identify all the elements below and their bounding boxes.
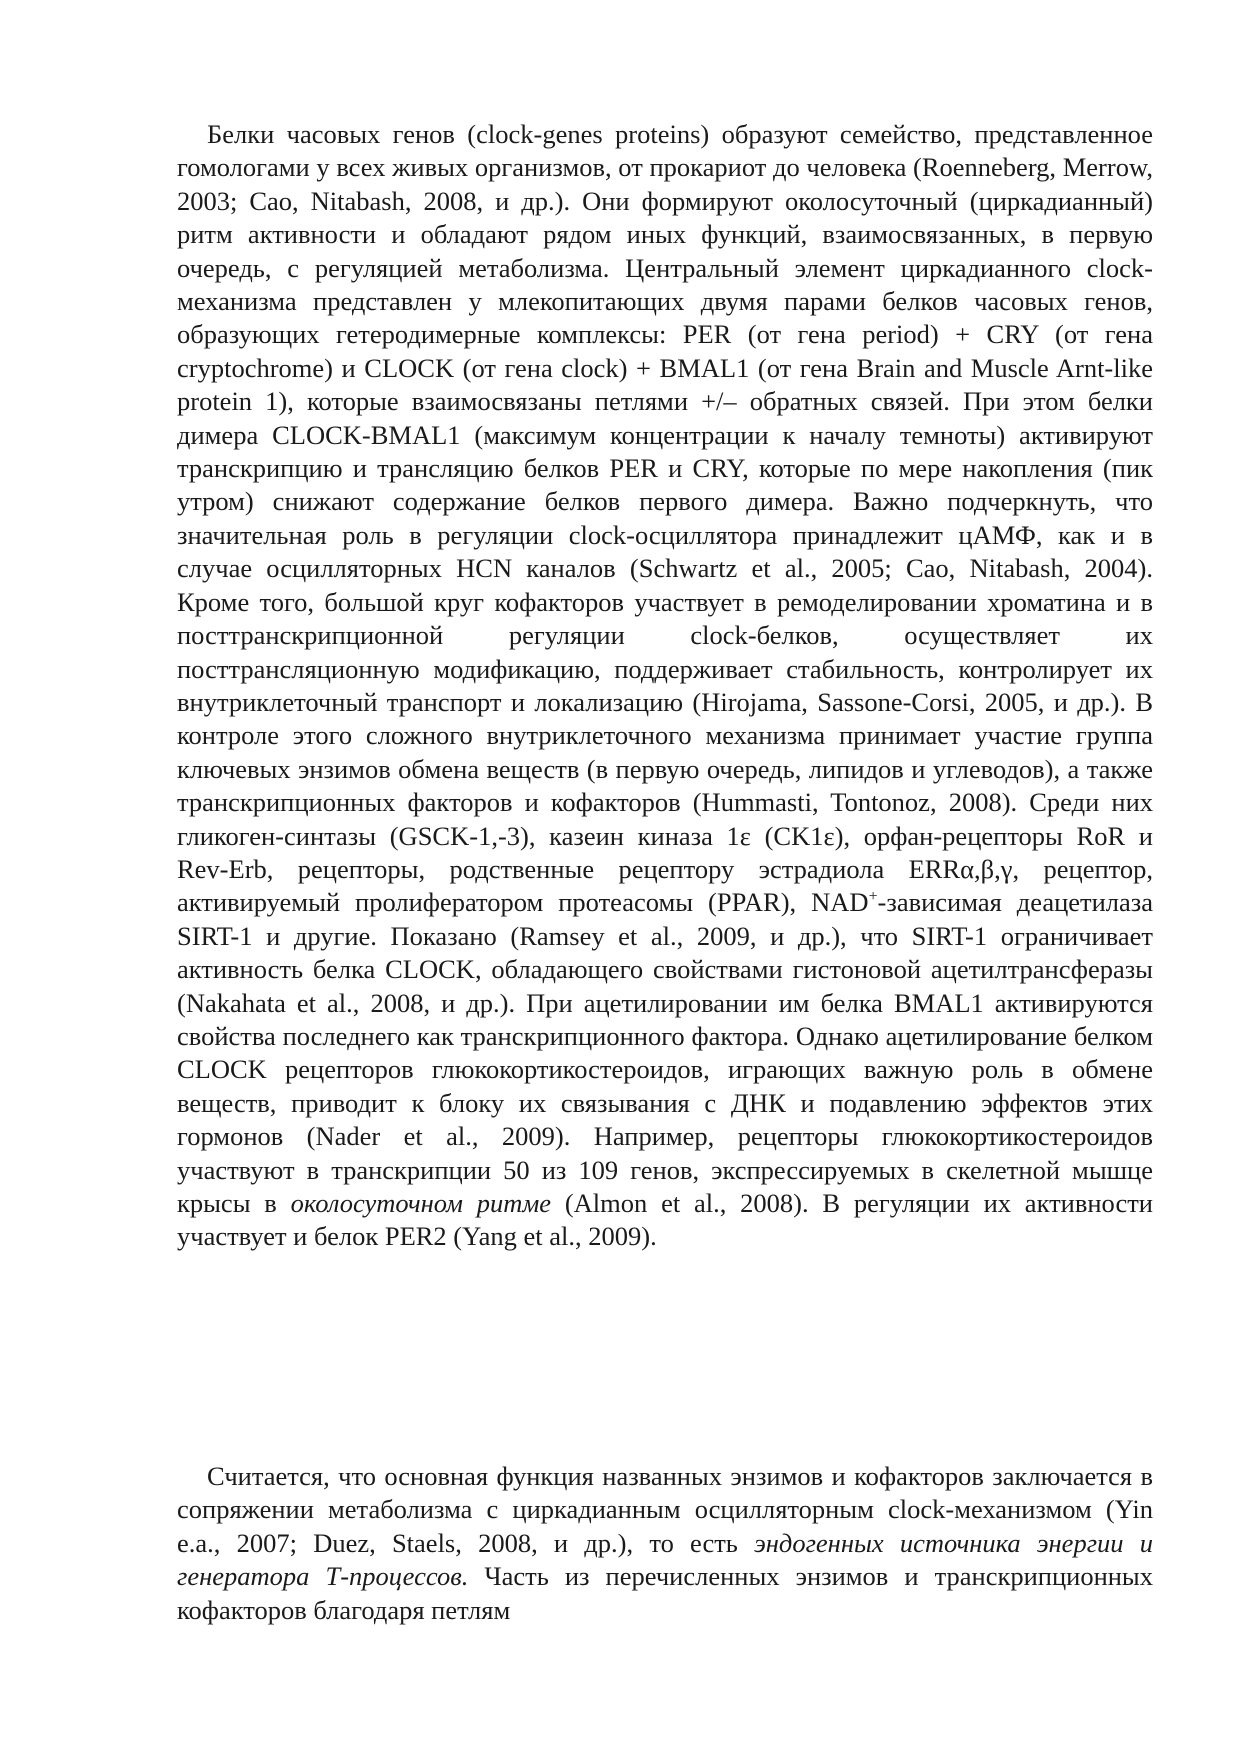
text-run: Белки часовых генов (clock-genes proteins) образуют семейство, представленное гомологами у всех живых организмов, от прокариот до человека (Roenneberg, Merrow, 2003; Cao, Nitabash, 2008, и др.). Они формируют околосуточный (циркадианный) ритм активности и обладают рядом иных функций, взаимосвязанных, в первую очередь, с регуляцией метаболизма. Центральный элемент циркадианного clock- механизма представлен у млекопитающих двумя парами белков часовых генов, образующих гетеродимерные комплексы: PER (от гена period) + CRY (от гена cryptochrome) и CLOCK (от гена clock) + BMAL1 (от гена Brain and Muscle Arnt-like protein 1), которые взаимосвязаны петлями +/– обратных связей. При этом белки димера CLOCK-BMAL1 (максимум концентрации к началу темноты) активируют транскрипцию и трансляцию белков PER и CRY, которые по мере накопления (пик утром) снижают содержание белков первого димера. Важно подчеркнуть, что значительная роль в регуляции clock-осциллятора принадлежит цАМФ, как и в случае осцилляторных HCN каналов (Schwartz et al., 2005; Cao, Nitabash, 2004). Кроме того, большой круг кофакторов участвует в ремоделировании хроматина и в посттранскрипционной регуляции clock-белков, осуществляет их посттрансляционную модификацию, поддерживает стабильность, контролирует их внутриклеточный транспорт и локализацию (Hirojama, Sassone-Corsi, 2005, и др.). В контроле этого сложного внутриклеточного механизма принимает участие группа ключевых энзимов обмена веществ (в первую очередь, липидов и углеводов), а также транскрипционных факторов и кофакторов (Hummasti, Tontonoz, 2008). Среди них гликоген-синтазы (GSCK-1,-3), казеин киназа 1ε (CK1ε), орфан-рецепторы RoR и Rev-Erb, рецепторы, родственные рецептору эстрадиола ERRα,β,γ, рецептор, активируемый пролифератором протеасомы (PPAR), NAD (177, 119, 1153, 918)
text-run: Часть из перечисленных энзимов и транскрипционных кофакторов благодаря петлям (177, 1561, 1153, 1625)
text-run: (Almon et al., 2008). В регуляции их активности участвует и белок PER2 (Yang et al., 2009). (177, 1188, 1153, 1252)
italic-term: эндогенных источника энергии и генератора Т-процессов. (177, 1527, 1153, 1592)
text-run: Считается, что основная функция названных энзимов и кофакторов заключается в сопряжении метаболизма с циркадианным осцилляторным clock-механизмом (Yin e.a., 2007; Duez, Staels, 2008, и др.), то есть (177, 1461, 1153, 1558)
superscript-plus: + (868, 888, 878, 906)
text-run: -зависимая деацетилаза SIRT-1 и другие. Показано (Ramsey et al., 2009, и др.), что SIRT-1 ограничивает активность белка CLOCK, обладающего свойствами гистоновой ацетилтрансферазы (Nakahata et al., 2008, и др.). При ацетилировании им белка BMAL1 активируются свойства последнего как транскрипционного фактора. Однако ацетилирование белком CLOCK рецепторов глюкокортикостероидов, играющих важную роль в обмене веществ, приводит к блоку их связывания с ДНК и подавлению эффектов этих гормонов (Nader et al., 2009). Например, рецепторы глюкокортикостероидов участвуют в транскрипции 50 из 109 генов, экспрессируемых в скелетной мышце крысы в (177, 887, 1153, 1218)
paragraph-enzymes-function (177, 1460, 1153, 1627)
italic-term: околосуточном ритме (290, 1188, 552, 1218)
paragraph-clock-genes (177, 118, 1153, 1254)
